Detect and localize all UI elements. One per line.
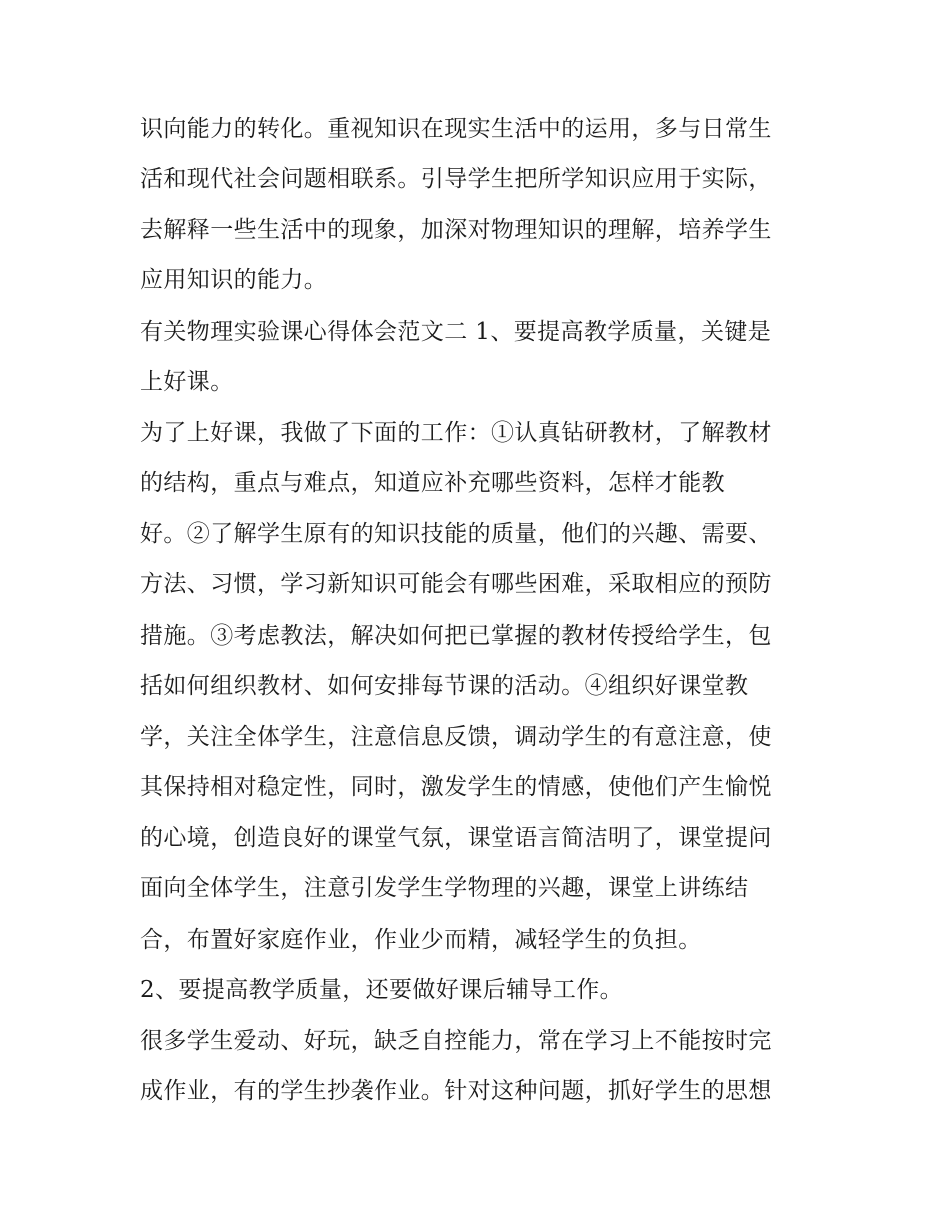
text-line: 方法、习惯，学习新知识可能会有哪些困难，采取相应的预防 [140,571,772,597]
text-line: 2、要提高教学质量，还要做好课后辅导工作。 [140,977,624,1003]
text-line: 合，布置好家庭作业，作业少而精，减轻学生的负担。 [140,927,702,953]
text-line: 面向全体学生，注意引发学生学物理的兴趣，课堂上讲练结 [140,875,749,901]
text-line: 活和现代社会问题相联系。引导学生把所学知识应用于实际， [140,166,772,192]
text-line: 的心境，创造良好的课堂气氛，课堂语言简洁明了，课堂提问 [140,825,772,851]
text-line: 上好课。 [140,369,234,395]
text-line: 识向能力的转化。重视知识在现实生活中的运用，多与日常生 [140,116,772,142]
text-line: 其保持相对稳定性，同时，激发学生的情感，使他们产生愉悦 [140,774,772,800]
text-line: 应用知识的能力。 [140,267,328,293]
text-line: 有关物理实验课心得体会范文二 1、要提高教学质量，关键是 [140,319,772,345]
text-line: 学，关注全体学生，注意信息反馈，调动学生的有意注意，使 [140,724,772,750]
text-line: 括如何组织教材、如何安排每节课的活动。④组织好课堂教 [140,673,749,699]
text-line: 的结构，重点与难点，知道应补充哪些资料，怎样才能教 [140,470,725,496]
text-line: 去解释一些生活中的现象，加深对物理知识的理解，培养学生 [140,217,772,243]
text-line: 成作业，有的学生抄袭作业。针对这种问题，抓好学生的思想 [140,1078,772,1104]
text-line: 措施。③考虑教法，解决如何把已掌握的教材传授给学生，包 [140,623,772,649]
text-line: 为了上好课，我做了下面的工作：①认真钻研教材，了解教材 [140,420,772,446]
text-line: 好。②了解学生原有的知识技能的质量，他们的兴趣、需要、 [140,521,772,547]
text-line: 很多学生爱动、好玩，缺乏自控能力，常在学习上不能按时完 [140,1028,772,1054]
